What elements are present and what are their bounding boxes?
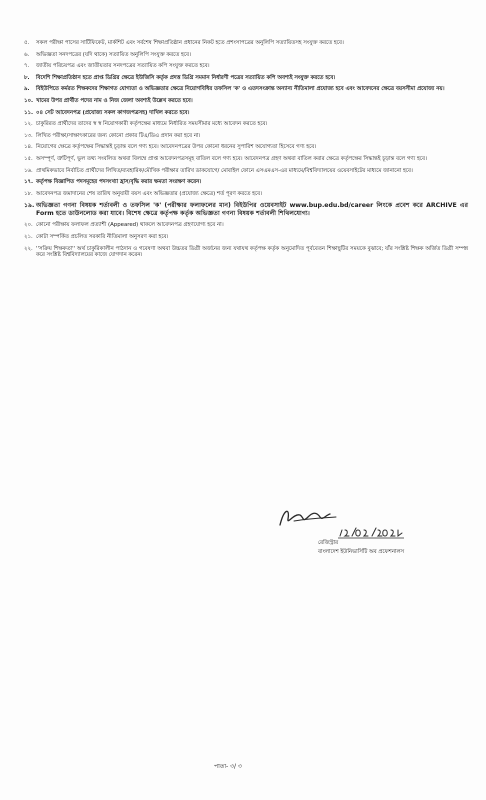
registrar-title: রেজিস্ট্রার [318, 540, 339, 546]
item-text: কোনো পরীক্ষায় ফলাফল প্রত্যাশী (Appeared) থাকলে আবেদনপত্র গ্রহণযোগ্য হবে না। [36, 222, 224, 229]
list-item [24, 156, 468, 162]
registrar-organization: বাংলাদেশ ইউনিভার্সিটি অব প্রফেশনালস [318, 549, 405, 555]
item-number: ২০. [24, 222, 33, 229]
item-text: অভিজ্ঞতা গণনা বিষয়ক শর্তাবলী ও তফসিল 'ক' (পরীক্ষার ফলাফলের মান) বিইউপির ওয়েবসাইট www.bup.edu.bd/career লিংকে প্রবেশ করে ARCHIVE এর Form হতে ডাউনলোড করা যাবে। বিশেষ ক্ষেত্রে কর্তৃপক্ষ কর্তৃক অভিজ্ঞতা গণনা বিষয়ক শর্তাবলী শিথিলযোগ্য। [36, 202, 468, 217]
list-item [24, 75, 468, 81]
item-number: ২১. [24, 233, 33, 240]
item-number: ১৪. [24, 144, 33, 151]
item-number: ৭. [24, 63, 30, 70]
list-item [24, 202, 468, 217]
item-text: চাকুরিরত প্রার্থীদের তাদের স্ব স্ব নিয়োগকারী কর্তৃপক্ষের মাধ্যমে নির্ধারিত সময়সীমার মধ্যে আবেদন করতে হবে। [36, 121, 268, 128]
list-item [24, 191, 468, 197]
item-text: প্রাথমিকভাবে নির্বাচিত প্রার্থীদের লিখিত/ব্যবহারিক/মৌখিক পরীক্ষার তারিখ ডাকযোগে/ মোবাইল ফোনে এসএমএস-এর মাধ্যমে/বিশ্ববিদ্যালয়ের ওয়েবসাইটের মাধ্যমে জানানো হবে। [36, 167, 413, 174]
item-text: আবেদনপত্র জমাদানের শেষ তারিখ অনুযায়ী বয়স এবং অভিজ্ঞতার (প্রযোজ্য ক্ষেত্রে) শর্ত পূরণ করতে হবে। [36, 190, 263, 197]
list-item [24, 121, 468, 127]
list-item [24, 86, 468, 92]
page-number: পাতা- ৩/ ৩ [214, 763, 242, 770]
item-number: ১৮. [24, 190, 33, 197]
item-text: বিইউপিতে কর্মরত শিক্ষকদের শিক্ষাগত যোগ্যতা ও অভিজ্ঞতার ক্ষেত্রে নিয়োগবিধির তফসিল 'ক' ও এতদসংক্রান্ত অন্যান্য নীতিমালা প্রযোজ্য হবে এবং আবেদনের ক্ষেত্রে বয়সসীমা প্রযোজ্য নয়। [36, 86, 445, 93]
item-number: ১৯. [24, 202, 35, 210]
item-number: ১৬. [24, 167, 33, 174]
list-item [24, 133, 468, 139]
item-text: কোটা সম্পর্কিত প্রচলিত সরকারি নীতিমালা অনুসরণ করা হবে। [36, 233, 169, 240]
item-text: খামের উপর প্রার্থীত পদের নাম ও নিজ জেলা অবশ্যই উল্লেখ করতে হবে। [36, 97, 193, 104]
list-item [24, 179, 468, 185]
item-text: অভিজ্ঞতা সনদপত্রের (যদি থাকে) সত্যায়িত অনুলিপি সংযুক্ত করতে হবে। [36, 51, 191, 58]
instruction-list [24, 40, 468, 264]
item-number: ৮. [24, 74, 30, 81]
item-number: ১৫. [24, 155, 33, 162]
item-text: ''সক্রিয় শিক্ষকতা'' অর্থ চাকুরিকালীন পাঠদান ও গবেষণা অথবা উচ্চতর ডিগ্রী অর্জনের জন্য যথাযথ কর্তৃপক্ষ কর্তৃক অনুমোদিত পূর্ববেতন শিক্ষাছুটির সময়কে বুঝাবে; যাঁর সংশ্লিষ্ট শিক্ষক অর্জিত ডিগ্রী সম্পন্ন করে সংশ্লিষ্ট বিশ্ববিদ্যালয়ের কাজে যোগদান করেন। [36, 245, 468, 258]
item-number: ১১. [24, 109, 34, 116]
item-number: ৫. [24, 40, 30, 46]
list-item [24, 222, 468, 228]
item-number: ৯. [24, 86, 30, 93]
list-item [24, 246, 468, 259]
item-number: ২২. [24, 245, 33, 252]
handwritten-date-image [338, 527, 418, 539]
list-item [24, 52, 468, 58]
item-number: ১০. [24, 97, 34, 104]
item-text: কর্তৃপক্ষ বিজ্ঞাপিত পদসমূহের পদসংখ্যা হ্রাস/বৃদ্ধি করার ক্ষমতা সংরক্ষণ করেন। [36, 179, 202, 186]
list-item [24, 40, 468, 46]
item-number: ১৭. [24, 179, 34, 186]
item-number: ৬. [24, 51, 30, 58]
item-text: অসম্পূর্ণ, ত্রুটিপূর্ণ, ভুল তথ্য সংবলিত অথবা বিলম্বে প্রাপ্ত আবেদনপত্রসমূহ বাতিল বলে গণ্য হবে। আবেদনপত্র গ্রহণ অথবা বাতিল করার ক্ষেত্রে কর্তৃপক্ষের সিদ্ধান্তই চূড়ান্ত বলে গণ্য হবে। [36, 155, 427, 162]
list-item [24, 234, 468, 240]
item-number: ১২. [24, 121, 33, 128]
list-item [24, 110, 468, 116]
item-text: লিখিত পরীক্ষা/সাক্ষাৎকারের জন্য কোনো প্রকার টিএ/ডিএ প্রদান করা হবে না। [36, 132, 201, 139]
item-text: ০৪ সেট আবেদনপত্র (প্রযোজ্য সকল কাগজপত্রসহ) দাখিল করতে হবে। [36, 109, 190, 116]
list-item [24, 144, 468, 150]
item-text: জাতীয় পরিচয়পত্র এবং জাতীয়তার সনদপত্রের সত্যায়িত কপি সংযুক্ত করতে হবে। [36, 63, 210, 70]
list-item [24, 168, 468, 174]
list-item [24, 63, 468, 69]
item-text: বিদেশি শিক্ষাপ্রতিষ্ঠান হতে প্রাপ্ত ডিগ্রির ক্ষেত্রে ইউজিসি কর্তৃক প্রদত্ত ডিগ্রি সমমান নির্ধারণী পত্রের সত্যায়িত কপি অবশ্যই সংযুক্ত করতে হবে। [36, 74, 336, 81]
item-number: ১৩. [24, 132, 33, 139]
item-text: সকল পরীক্ষা পাসের সার্টিফিকেট, মার্কশিট এবং সর্বশেষ শিক্ষাপ্রতিষ্ঠান প্রধানের নিকট হতে প্রশংসাপত্রের অনুলিপি সত্যায়িতসহ সংযুক্ত করতে হবে। [36, 40, 344, 46]
item-text: নিয়োগের ক্ষেত্রে কর্তৃপক্ষের সিদ্ধান্তই চূড়ান্ত বলে গণ্য হবে। আবেদনপত্রের উপর কোনো ধরনের সুপারিশ অযোগ্যতা হিসেবে গণ্য হবে। [36, 144, 317, 151]
list-item [24, 98, 468, 104]
